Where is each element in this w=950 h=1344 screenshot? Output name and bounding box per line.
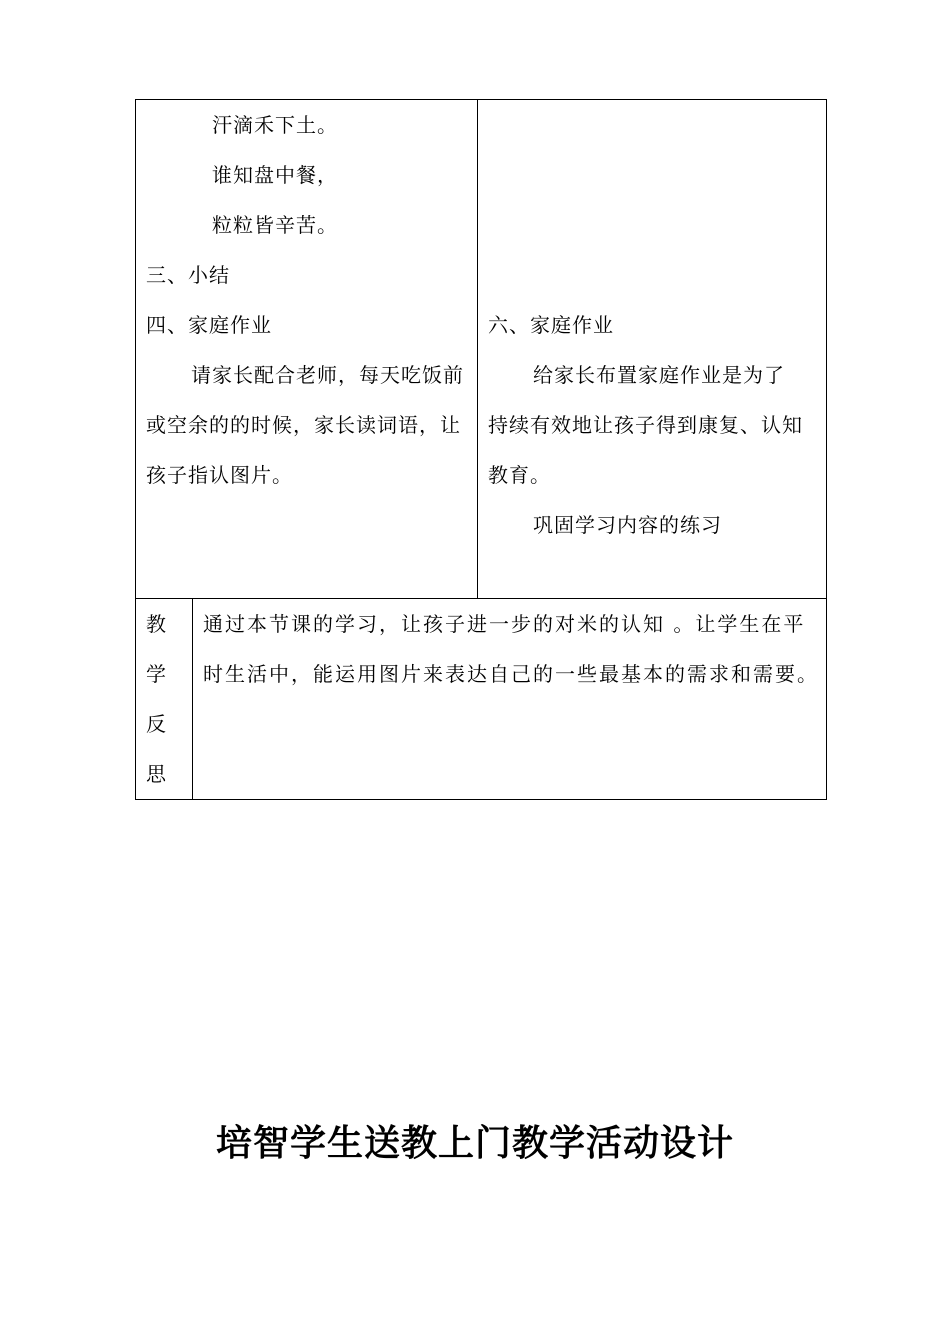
homework-text-line: 或空余的的时候，家长读词语，让 — [146, 413, 461, 437]
homework-text-line: 孩子指认图片。 — [146, 463, 293, 487]
homework-text-line: 请家长配合老师，每天吃饭前 — [191, 363, 464, 387]
page-title: 培智学生送教上门教学活动设计 — [215, 1123, 734, 1164]
reflection-label-cell — [136, 599, 193, 800]
section-homework-heading: 六、家庭作业 — [488, 313, 614, 337]
reflection-text-line: 时生活中，能运用图片来表达自己的一些最基本的需求和需要。 — [203, 662, 819, 686]
reflection-label-char: 反 — [146, 712, 167, 736]
poem-line: 粒粒皆辛苦。 — [212, 213, 338, 237]
poem-line: 汗滴禾下土。 — [212, 113, 338, 137]
activity-row — [136, 100, 827, 599]
poem-line: 谁知盘中餐， — [212, 163, 338, 187]
homework-rationale-line: 教育。 — [488, 463, 551, 487]
homework-rationale-line: 给家长布置家庭作业是为了 — [533, 363, 785, 387]
reflection-row — [136, 599, 827, 800]
right-design-cell — [478, 100, 827, 599]
homework-rationale-line: 持续有效地让孩子得到康复、认知 — [488, 413, 803, 437]
section-summary-heading: 三、小结 — [146, 263, 230, 287]
reflection-label-char: 思 — [146, 762, 167, 786]
left-activity-cell — [136, 100, 478, 599]
reflection-text-line: 通过本节课的学习，让孩子进一步的对米的认知 。让学生在平 — [203, 612, 806, 636]
practice-line: 巩固学习内容的练习 — [533, 513, 722, 537]
blank-space — [478, 100, 826, 300]
reflection-label-char: 学 — [146, 662, 167, 686]
reflection-body-cell — [193, 599, 827, 800]
lesson-plan-table — [135, 99, 827, 800]
reflection-label-char: 教 — [146, 612, 167, 636]
section-homework-heading: 四、家庭作业 — [146, 313, 272, 337]
